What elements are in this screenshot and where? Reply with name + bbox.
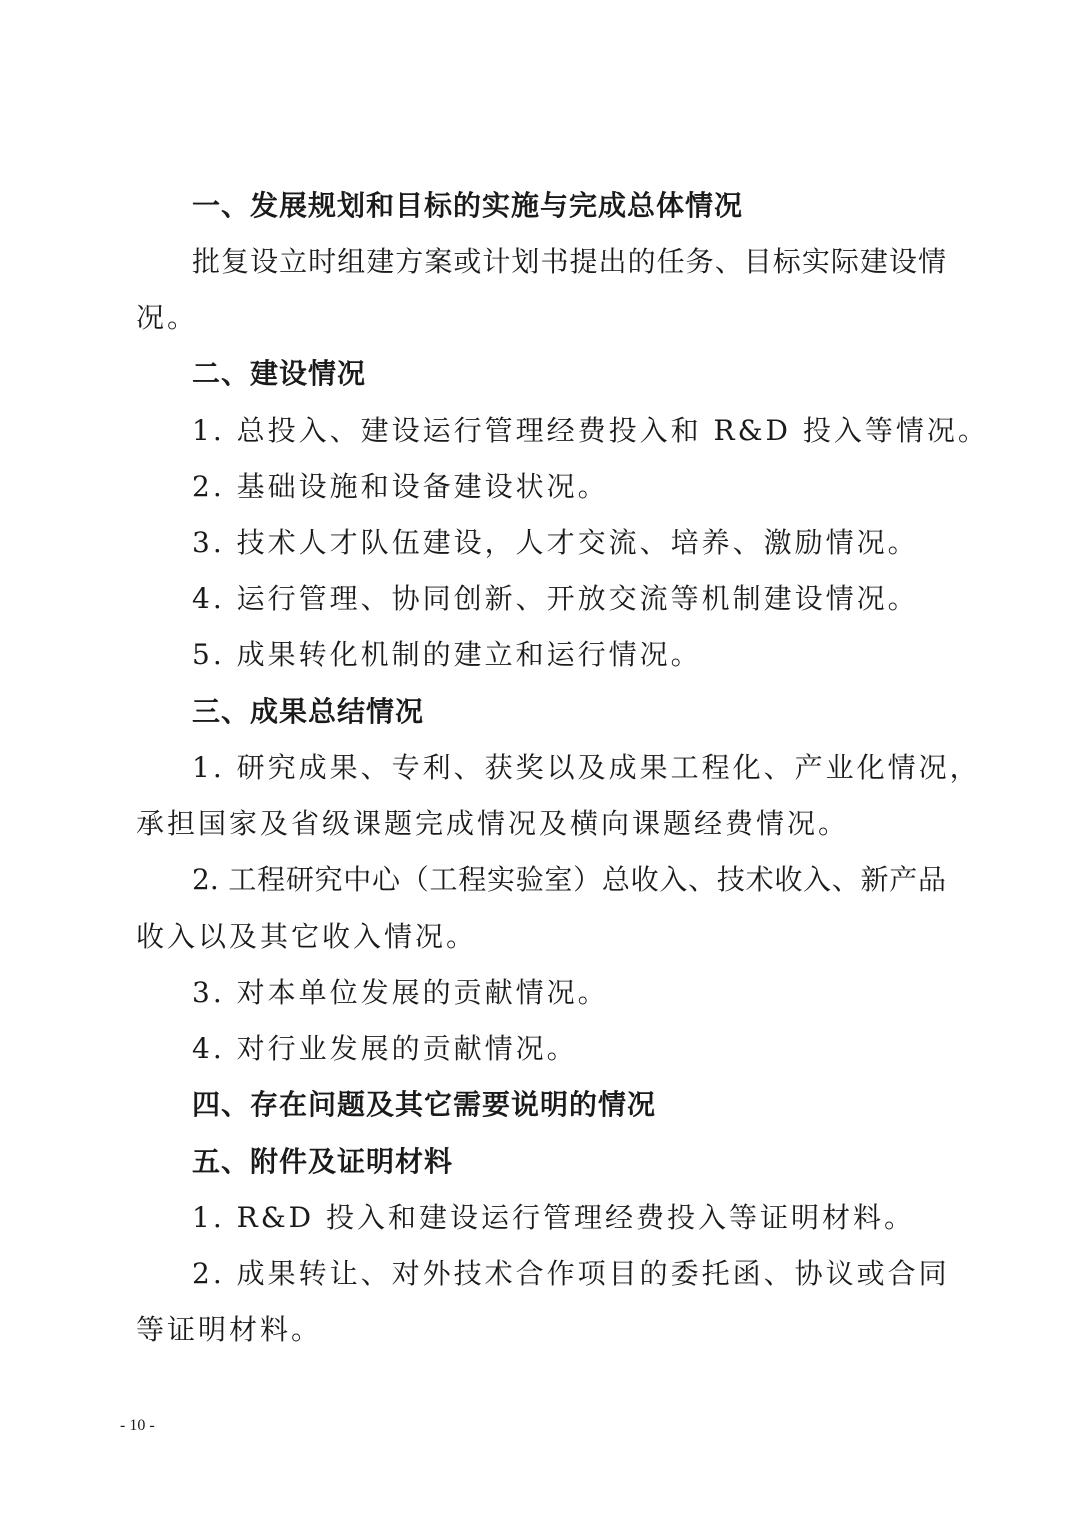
section-4-heading: 四、存在问题及其它需要说明的情况 — [192, 1088, 657, 1121]
section-5-heading: 五、附件及证明材料 — [192, 1145, 454, 1178]
section-1-heading: 一、发展规划和目标的实施与完成总体情况 — [192, 189, 744, 222]
section-3-item-4: 4. 对行业发展的贡献情况。 — [192, 1032, 578, 1065]
section-2-item-4: 4. 运行管理、协同创新、开放交流等机制建设情况。 — [192, 582, 919, 615]
section-5-item-1: 1. R&D 投入和建设运行管理经费投入等证明材料。 — [192, 1201, 915, 1234]
section-3-item-2-line-2: 收入以及其它收入情况。 — [136, 920, 478, 953]
section-1-paragraph-line-2: 况。 — [136, 301, 199, 334]
section-2-item-5: 5. 成果转化机制的建立和运行情况。 — [192, 638, 702, 671]
section-1-paragraph-line-1: 批复设立时组建方案或计划书提出的任务、目标实际建设情 — [192, 245, 946, 278]
section-5-item-2-line-2: 等证明材料。 — [136, 1313, 323, 1346]
section-3-item-1-line-2: 承担国家及省级课题完成情况及横向课题经费情况。 — [136, 807, 850, 840]
section-2-item-2: 2. 基础设施和设备建设状况。 — [192, 470, 609, 503]
section-3-item-2-line-1: 2. 工程研究中心（工程实验室）总收入、技术收入、新产品 — [192, 863, 946, 896]
section-3-item-3: 3. 对本单位发展的贡献情况。 — [192, 976, 609, 1009]
section-2-item-3: 3. 技术人才队伍建设，人才交流、培养、激励情况。 — [192, 526, 919, 559]
section-2-heading: 二、建设情况 — [192, 357, 367, 390]
section-2-item-1: 1. 总投入、建设运行管理经费投入和 R&D 投入等情况。 — [192, 414, 989, 447]
section-5-item-2-line-1: 2. 成果转让、对外技术合作项目的委托函、协议或合同 — [192, 1257, 950, 1290]
page-number: - 10 - — [120, 1417, 155, 1434]
section-3-item-1-line-1: 1. 研究成果、专利、获奖以及成果工程化、产业化情况， — [192, 751, 981, 784]
section-3-heading: 三、成果总结情况 — [192, 695, 425, 728]
